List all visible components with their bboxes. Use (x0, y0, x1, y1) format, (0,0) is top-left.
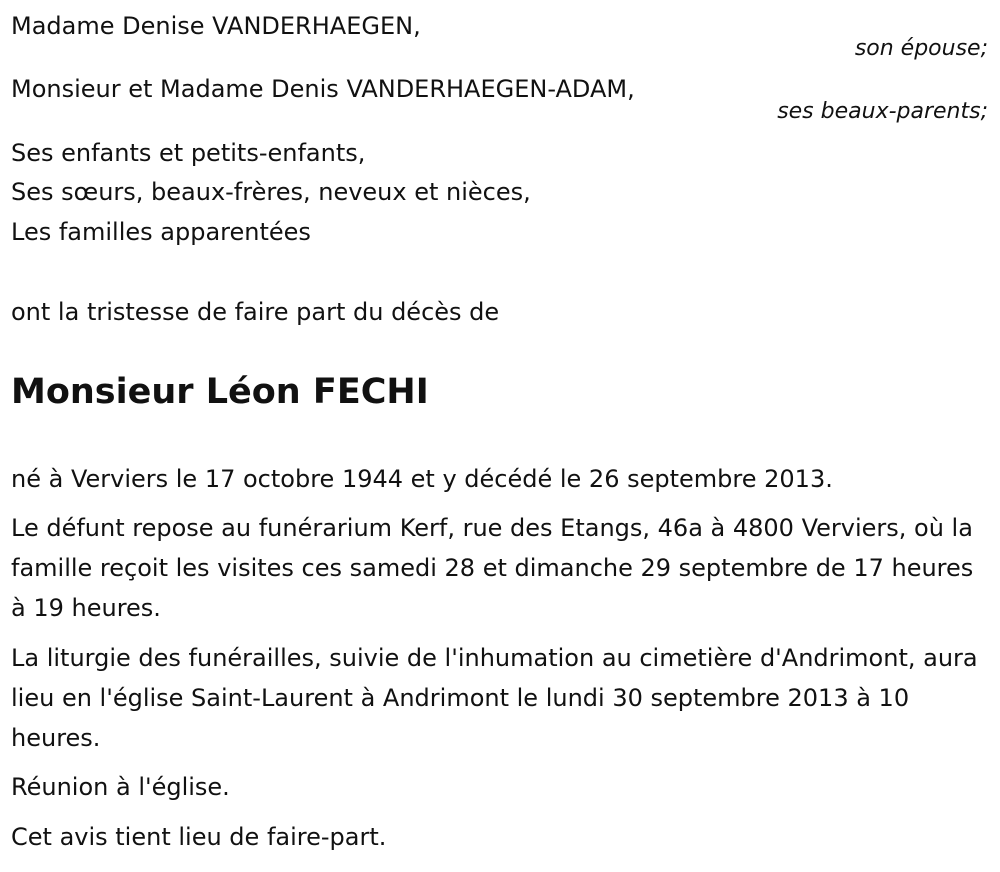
other-family-line: Ses enfants et petits-enfants, (11, 139, 366, 167)
closing-paragraph: Cet avis tient lieu de faire-part. (11, 823, 387, 851)
gathering-paragraph: Réunion à l'église. (11, 773, 230, 801)
visitation-paragraph: Le défunt repose au funérarium Kerf, rue des Etangs, 46a à 4800 Verviers, où la famille reçoit les visites ces samedi 28 et dimanche 29 septembre de 17 heures à 19 heures. (11, 514, 974, 622)
family-member-name: Madame Denise VANDERHAEGEN, (11, 12, 421, 40)
announcement-text: ont la tristesse de faire part du décès de (11, 298, 500, 326)
birth-death-paragraph: né à Verviers le 17 octobre 1944 et y décédé le 26 septembre 2013. (11, 465, 833, 493)
family-member-relation: son épouse; (854, 36, 988, 61)
deceased-name: Monsieur Léon FECHI (11, 372, 429, 412)
funeral-paragraph: La liturgie des funérailles, suivie de l'inhumation au cimetière d'Andrimont, aura lieu en l'église Saint-Laurent à Andrimont le lundi 30 septembre 2013 à 10 heures. (11, 644, 978, 752)
family-member-relation: ses beaux-parents; (777, 99, 988, 124)
other-family-line: Les familles apparentées (11, 218, 311, 246)
family-member-name: Monsieur et Madame Denis VANDERHAEGEN-ADAM, (11, 75, 635, 103)
other-family-line: Ses sœurs, beaux-frères, neveux et nièces, (11, 178, 531, 206)
